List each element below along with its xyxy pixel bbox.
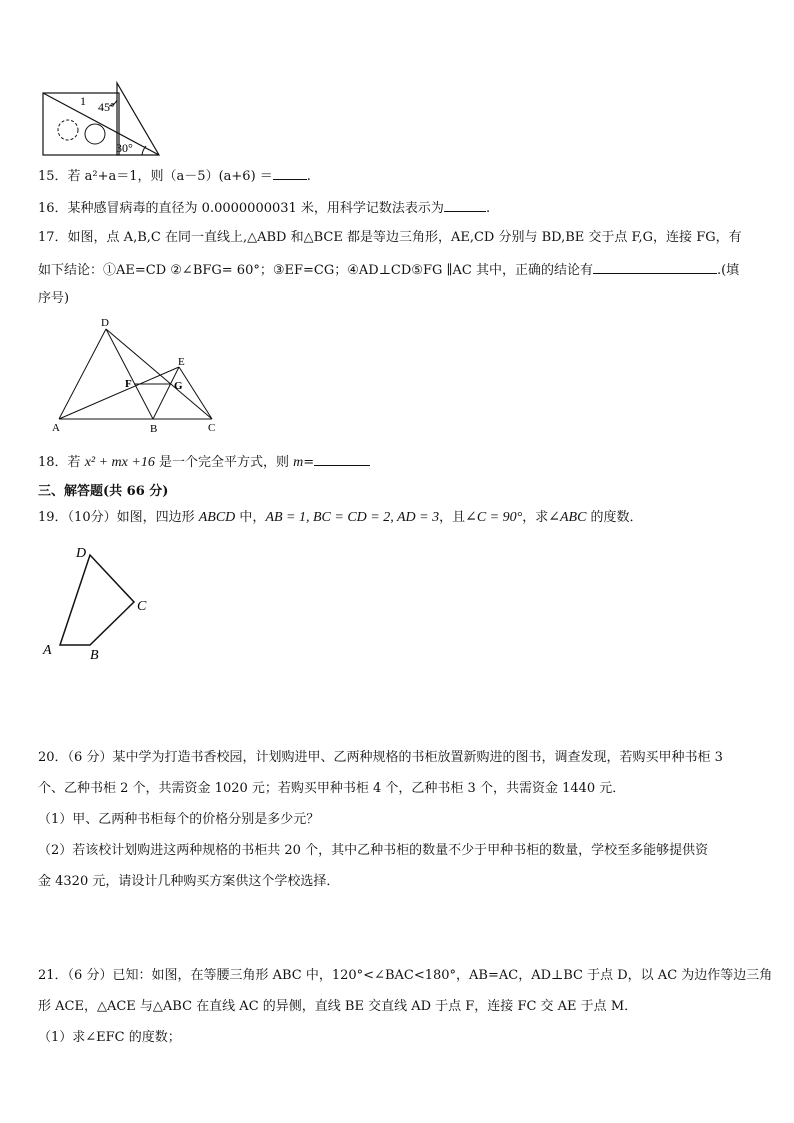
point-label-A: A [52,422,60,434]
point-label-E: E [178,356,185,368]
dashed-circle [58,120,78,140]
vertex-label-C: C [137,599,147,614]
point-label-G: G [174,380,183,392]
question-number: 17． [38,230,68,245]
question-text: 若 a²+a＝1，则（a－5）(a+6) ＝ [67,169,273,184]
question-17-line-3: 序号) [38,291,70,306]
segment-AD [59,329,106,419]
angle-label-45: 45° [98,100,115,114]
question-text: 某种感冒病毒的直径为 0.0000000031 米，用科学记数法表示为 [67,201,444,216]
question-16: 16．某种感冒病毒的直径为 0.0000000031 米，用科学记数法表示为 . [38,198,490,218]
segment-DC [106,329,212,419]
math-conditions: AB = 1, BC = CD = 2, AD = 3 [265,510,440,525]
question-20-line-2: 个、乙种书柜 2 个，共需资金 1020 元；若购买甲种书柜 4 个，乙种书柜 3 个，共需资金 1440 元． [38,781,626,796]
question-number: 20． [38,750,68,765]
vertex-label-D: D [76,546,87,561]
point-label-F: F [125,378,132,390]
angle-label-30: 30° [116,141,133,155]
question-number: 15． [38,169,68,184]
figure-set-square [38,80,163,160]
section-heading: 三、解答题(共 66 分) [38,484,169,499]
answer-blank [444,198,486,212]
question-number: 16． [38,201,68,216]
point-label-D: D [101,317,109,329]
question-19: 19．（10分）如图，四边形 ABCD 中，AB = 1, BC = CD = 2, AD = 3，且∠C = 90°，求∠ABC 的度数． [38,510,643,525]
answer-blank [593,260,717,274]
angle-label-1: 1 [80,94,86,108]
figure-q19-quadrilateral [38,540,158,665]
math-expression: x² + mx +16 [84,455,155,470]
solid-circle [85,124,105,144]
question-17-line-2: 如下结论：①AE=CD ②∠BFG= 60°；③EF=CG；④AD⊥CD⑤FG ∥AC 其中，正确的结论有 .(填 [38,260,739,280]
answer-blank [314,452,370,466]
point-label-B: B [150,423,158,435]
question-number: 18． [38,455,68,470]
point-label-C: C [208,422,216,434]
vertex-label-B: B [90,648,99,663]
answer-blank [273,166,307,180]
question-21-line-1: 21．（6 分）已知：如图，在等腰三角形 ABC 中，120°<∠BAC<180°，AB=AC，AD⊥BC 于点 D，以 AC 为边作等边三角 [38,968,773,983]
segment-DB [106,329,153,419]
segment-BE [153,367,179,419]
question-number: 21． [38,968,68,983]
segment-EC [179,367,212,419]
question-20-part-1: （1）甲、乙两种书柜每个的价格分别是多少元？ [38,812,320,827]
question-18: 18．若 x² + mx +16 是一个完全平方式，则 m= [38,452,370,472]
quadrilateral-ABCD [60,555,134,645]
question-21-part-1: （1）求∠EFC 的度数； [38,1030,181,1045]
question-20-line-1: 20．（6 分）某中学为打造书香校园，计划购进甲、乙两种规格的书柜放置新购进的图书，调查发现，若购买甲种书柜 3 [38,750,723,765]
question-20-part-2-line-1: （2）若该校计划购进这两种规格的书柜共 20 个，其中乙种书柜的数量不少于甲种书柜的数量，学校至多能够提供资 [38,843,709,858]
question-17-line-1 [38,229,742,247]
question-number: 19． [38,510,68,525]
figure-q17-triangles [46,315,226,435]
segment-AE [59,367,179,419]
question-text: 如图，点 A,B,C 在同一直线上,△ABD 和△BCE 都是等边三角形，AE,CD 分别与 BD,BE 交于点 F,G，连接 FG，有 [67,230,742,245]
question-20-part-2-line-2: 金 4320 元，请设计几种购买方案供这个学校选择． [38,874,340,889]
question-15: 15．若 a²+a＝1，则（a－5）(a+6) ＝ . [38,166,311,186]
question-21-line-2: 形 ACE，△ACE 与△ABC 在直线 AC 的异侧，直线 BE 交直线 AD 于点 F，连接 FC 交 AE 于点 M． [38,999,638,1014]
vertex-label-A: A [43,643,52,658]
